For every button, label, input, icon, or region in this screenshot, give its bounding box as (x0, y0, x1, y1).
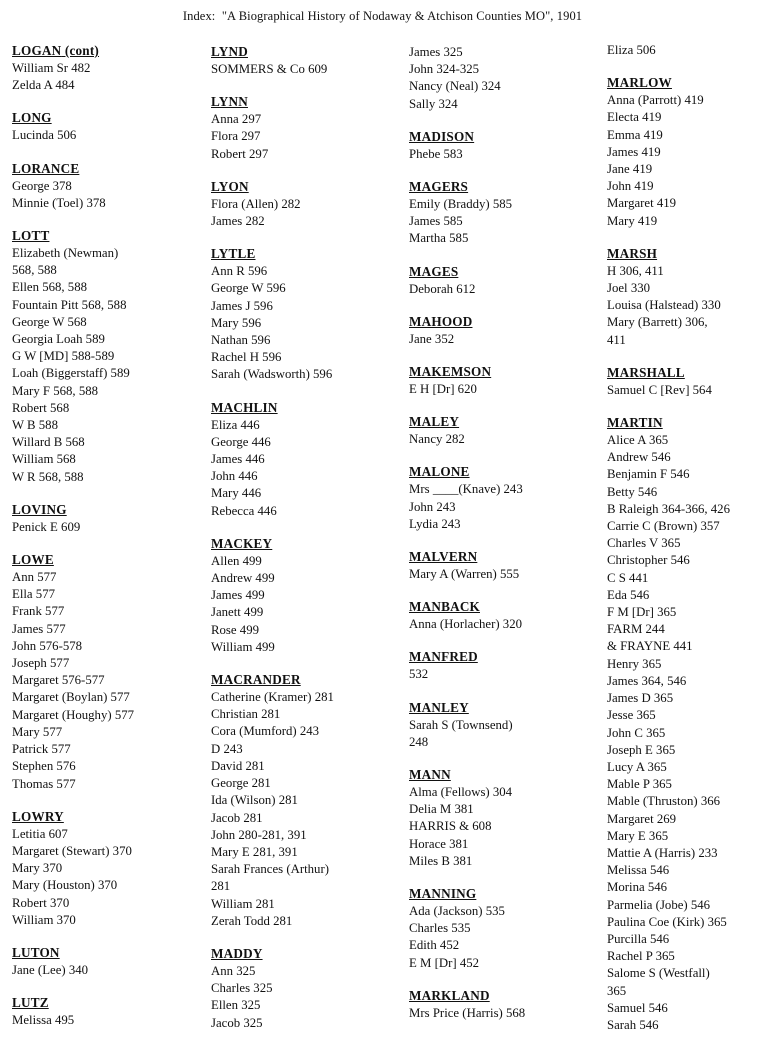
index-entry: Jane (Lee) 340 (12, 962, 89, 977)
surname-label: LOWRY (12, 808, 64, 824)
index-entry: Willard B 568 (12, 435, 85, 450)
index-entry: Catherine (Kramer) 281 (211, 690, 334, 705)
index-entry: Alice A 365 (607, 433, 669, 448)
index-entry: Henry 365 (607, 656, 662, 671)
index-entry: Penick E 609 (12, 519, 81, 534)
index-entry: John 324-325 (409, 62, 480, 77)
surname-group (12, 109, 202, 144)
index-entry: Samuel 546 (607, 1000, 668, 1015)
index-column-4 (607, 42, 763, 1049)
index-entry: Louisa (Halstead) 330 (607, 298, 721, 313)
index-entry: Flora (Allen) 282 (211, 196, 301, 211)
surname-heading (607, 74, 763, 92)
surname-heading (12, 42, 202, 60)
index-entry: Betty 546 (607, 484, 658, 499)
index-entry: Mattie A (Harris) 233 (607, 845, 718, 860)
index-entry: 411 (607, 332, 626, 347)
index-entry: Zerah Todd 281 (211, 913, 293, 928)
surname-group (211, 245, 401, 383)
index-entry: H 306, 411 (607, 263, 664, 278)
index-entry: Charles V 365 (607, 536, 681, 551)
index-entry: Ellen 325 (211, 998, 261, 1013)
surname-label: MANN (409, 767, 451, 783)
surname-label: LYON (211, 178, 249, 194)
surname-group (211, 671, 401, 930)
index-entry: James 364, 546 (607, 673, 687, 688)
index-entry: Christopher 546 (607, 553, 690, 568)
index-entry: Mary E 281, 391 (211, 844, 298, 859)
surname-label: MARKLAND (409, 987, 490, 1003)
index-entry: George W 596 (211, 281, 286, 296)
surname-heading (211, 245, 401, 263)
surname-label: MADDY (211, 945, 263, 961)
surname-group (211, 43, 401, 78)
index-entry: Mary 446 (211, 486, 262, 501)
index-entry: William 370 (12, 912, 76, 927)
index-entry: E H [Dr] 620 (409, 382, 477, 397)
surname-label: MALEY (409, 414, 460, 430)
surname-heading (607, 364, 763, 382)
index-entry: W R 568, 588 (12, 469, 84, 484)
surname-heading (12, 994, 202, 1012)
index-entry: Georgia Loah 589 (12, 332, 105, 347)
surname-group (409, 44, 599, 113)
index-entry: Sarah Frances (Arthur) (211, 862, 329, 877)
surname-label: MANFRED (409, 649, 478, 665)
index-entry: Ann R 596 (211, 264, 268, 279)
surname-label: LUTZ (12, 995, 49, 1011)
index-entry: Parmelia (Jobe) 546 (607, 897, 711, 912)
index-entry: W B 588 (12, 418, 58, 433)
index-entry: Patrick 577 (12, 742, 71, 757)
index-entry: 248 (409, 734, 429, 749)
index-entry: Horace 381 (409, 836, 469, 851)
index-entry: Mary F 568, 588 (12, 383, 99, 398)
surname-group (409, 598, 599, 633)
index-entry: Robert 568 (12, 400, 70, 415)
index-entry: Sarah S (Townsend) (409, 717, 513, 732)
surname-heading (211, 671, 401, 689)
index-column-1 (12, 42, 202, 1044)
index-entry: Mary 577 (12, 724, 63, 739)
index-entry: Sarah 546 (607, 1017, 659, 1032)
index-entry: Robert 297 (211, 146, 269, 161)
index-entry: Sarah (Wadsworth) 596 (211, 367, 333, 382)
surname-group (409, 548, 599, 583)
index-entry: James 419 (607, 144, 661, 159)
index-entry: Jane 419 (607, 162, 653, 177)
surname-label: LUTON (12, 944, 60, 960)
index-entry: George 281 (211, 776, 271, 791)
index-entry: D 243 (211, 741, 243, 756)
index-entry: Mary E 365 (607, 828, 669, 843)
surname-heading (12, 227, 202, 245)
index-entry: Melissa 495 (12, 1013, 75, 1028)
surname-label: MALVERN (409, 549, 478, 565)
surname-group (12, 42, 202, 94)
index-entry: David 281 (211, 758, 265, 773)
index-entry: Nancy 282 (409, 432, 465, 447)
index-entry: Samuel C [Rev] 564 (607, 382, 712, 397)
index-entry: Janett 499 (211, 605, 264, 620)
index-entry: Ada (Jackson) 535 (409, 904, 505, 919)
surname-group (409, 766, 599, 870)
index-entry: Margaret (Houghy) 577 (12, 707, 135, 722)
index-entry: 532 (409, 667, 429, 682)
surname-heading (211, 945, 401, 963)
surname-label: LOWE (12, 552, 54, 568)
index-entry: William 568 (12, 452, 76, 467)
index-entry: Eliza 446 (211, 417, 260, 432)
surname-heading (409, 598, 599, 616)
surname-group (211, 93, 401, 163)
surname-label: MANBACK (409, 599, 480, 615)
index-entry: Anna (Parrott) 419 (607, 93, 704, 108)
index-entry: Andrew 546 (607, 450, 671, 465)
index-entry: Jacob 281 (211, 810, 263, 825)
index-entry: Salome S (Westfall) (607, 966, 710, 981)
index-entry: Rachel P 365 (607, 949, 675, 964)
index-entry: Stephen 576 (12, 759, 76, 774)
surname-group (211, 178, 401, 230)
index-entry: Emily (Braddy) 585 (409, 197, 513, 212)
index-entry: Edith 452 (409, 938, 460, 953)
surname-label: MARLOW (607, 75, 672, 91)
surname-label: MANNING (409, 886, 477, 902)
index-entry: Mary (Houston) 370 (12, 878, 118, 893)
index-entry: Joseph E 365 (607, 742, 676, 757)
index-entry: Jacob 325 (211, 1015, 263, 1030)
index-entry: John 446 (211, 469, 258, 484)
surname-group (607, 414, 763, 1034)
surname-heading (409, 363, 599, 381)
index-entry: Rebecca 446 (211, 503, 277, 518)
surname-heading (409, 463, 599, 481)
surname-heading (409, 766, 599, 784)
index-entry: George 446 (211, 434, 271, 449)
surname-heading (211, 399, 401, 417)
index-entry: Ellen 568, 588 (12, 280, 87, 295)
surname-heading (409, 648, 599, 666)
surname-group (12, 808, 202, 929)
surname-label: LOVING (12, 501, 67, 517)
index-entry: Elizabeth (Newman) (12, 246, 119, 261)
index-entry: Margaret (Boylan) 577 (12, 690, 130, 705)
surname-heading (12, 944, 202, 962)
index-entry: Sally 324 (409, 96, 458, 111)
index-entry: Emma 419 (607, 127, 663, 142)
index-entry: Ann 577 (12, 570, 57, 585)
surname-group (409, 313, 599, 348)
index-entry: Mable (Thruston) 366 (607, 794, 721, 809)
index-entry: William Sr 482 (12, 61, 91, 75)
page-title: Index: "A Biographical History of Nodaway & Atchison Counties MO", 1901 (182, 9, 583, 23)
surname-group (607, 245, 763, 349)
index-entry: Flora 297 (211, 129, 261, 144)
surname-label: MAGES (409, 263, 459, 279)
index-entry: C S 441 (607, 570, 649, 585)
surname-group (607, 42, 763, 59)
index-entry: Robert 370 (12, 895, 70, 910)
index-entry: Joseph 577 (12, 656, 70, 671)
surname-heading (12, 808, 202, 826)
surname-heading (12, 551, 202, 569)
surname-heading (211, 43, 401, 61)
surname-label: MALONE (409, 464, 470, 480)
index-entry: Margaret 419 (607, 196, 677, 211)
index-column-2 (211, 43, 401, 1047)
surname-group (409, 178, 599, 248)
index-entry: Lydia 243 (409, 516, 461, 531)
index-entry: Rachel H 596 (211, 350, 282, 365)
surname-label: MARSH (607, 245, 658, 261)
index-entry: B Raleigh 364-366, 426 (607, 501, 730, 516)
index-entry: E M [Dr] 452 (409, 955, 480, 970)
surname-heading (409, 548, 599, 566)
index-entry: George 378 (12, 178, 72, 193)
index-entry: James 499 (211, 588, 265, 603)
index-entry: Ann 325 (211, 963, 256, 978)
index-entry: FARM 244 (607, 622, 665, 637)
index-entry: HARRIS & 608 (409, 819, 492, 834)
index-entry: James J 596 (211, 298, 273, 313)
index-entry: Margaret 269 (607, 811, 677, 826)
surname-group (211, 945, 401, 1032)
surname-label: LYND (211, 44, 248, 59)
index-entry: Margaret 576-577 (12, 673, 105, 688)
index-entry: William 499 (211, 639, 275, 654)
index-entry: Nathan 596 (211, 333, 271, 348)
surname-label: LYTLE (211, 246, 256, 262)
surname-label: MARSHALL (607, 364, 685, 380)
surname-group (409, 987, 599, 1022)
index-entry: & FRAYNE 441 (607, 639, 693, 654)
index-entry: 365 (607, 983, 627, 998)
index-columns (0, 42, 765, 1047)
index-entry: Eliza 506 (607, 43, 656, 57)
surname-group (12, 227, 202, 486)
surname-group (12, 944, 202, 979)
surname-group (12, 994, 202, 1029)
index-entry: Thomas 577 (12, 776, 76, 791)
index-entry: Zelda A 484 (12, 78, 75, 93)
index-column-3 (409, 44, 599, 1037)
index-entry: Mary 596 (211, 315, 262, 330)
index-entry: James 325 (409, 45, 463, 59)
surname-group (12, 501, 202, 536)
surname-label: MAGERS (409, 179, 469, 195)
index-entry: Ida (Wilson) 281 (211, 793, 298, 808)
index-entry: Rose 499 (211, 622, 259, 637)
surname-group (409, 885, 599, 972)
surname-heading (12, 501, 202, 519)
surname-heading (409, 885, 599, 903)
index-entry: Anna 297 (211, 112, 262, 127)
surname-group (211, 399, 401, 520)
surname-group (12, 551, 202, 793)
index-entry: Mable P 365 (607, 777, 672, 792)
surname-heading (409, 987, 599, 1005)
surname-label: MAKEMSON (409, 364, 492, 380)
surname-label: MARTIN (607, 415, 663, 431)
surname-heading (607, 414, 763, 432)
surname-group (409, 263, 599, 298)
surname-group (409, 648, 599, 683)
surname-heading (12, 109, 202, 127)
index-entry: Frank 577 (12, 604, 65, 619)
index-entry: Jesse 365 (607, 708, 656, 723)
index-entry: Delia M 381 (409, 802, 474, 817)
index-entry: Alma (Fellows) 304 (409, 785, 513, 800)
index-entry: Paulina Coe (Kirk) 365 (607, 914, 727, 929)
index-entry: Electa 419 (607, 110, 662, 125)
index-entry: Jane 352 (409, 331, 455, 346)
surname-heading (211, 535, 401, 553)
index-entry: Mary A (Warren) 555 (409, 567, 520, 582)
index-entry: Charles 535 (409, 921, 471, 936)
index-entry: James 446 (211, 452, 265, 467)
surname-group (12, 160, 202, 212)
surname-heading (607, 245, 763, 263)
index-entry: James D 365 (607, 691, 674, 706)
index-entry: John 576-578 (12, 638, 83, 653)
index-entry: Fountain Pitt 568, 588 (12, 297, 127, 312)
surname-label: MACKEY (211, 535, 273, 551)
surname-heading (409, 263, 599, 281)
index-entry: Minnie (Toel) 378 (12, 195, 106, 210)
surname-label: LOGAN (12, 43, 62, 58)
index-entry: Anna (Horlacher) 320 (409, 617, 522, 632)
index-entry: Lucinda 506 (12, 128, 77, 143)
surname-heading (211, 178, 401, 196)
index-entry: G W [MD] 588-589 (12, 349, 115, 364)
surname-group (607, 74, 763, 230)
index-entry: Ella 577 (12, 587, 56, 602)
index-entry: Purcilla 546 (607, 931, 670, 946)
index-entry: Charles 325 (211, 981, 273, 996)
surname-group (409, 128, 599, 163)
surname-heading (409, 313, 599, 331)
index-entry: SOMMERS & Co 609 (211, 62, 328, 76)
surname-label: MADISON (409, 128, 475, 144)
surname-group (607, 364, 763, 399)
index-entry: F M [Dr] 365 (607, 605, 677, 620)
index-entry: Letitia 607 (12, 826, 68, 841)
surname-label: MACRANDER (211, 672, 301, 688)
index-entry: Mrs ____(Knave) 243 (409, 482, 523, 497)
index-entry: Deborah 612 (409, 281, 476, 296)
surname-suffix: (cont) (61, 43, 100, 58)
index-entry: John 419 (607, 179, 654, 194)
surname-label: LOTT (12, 228, 50, 244)
index-entry: Joel 330 (607, 281, 651, 296)
surname-label: MANLEY (409, 699, 469, 715)
index-entry: James 282 (211, 214, 265, 229)
index-entry: Phebe 583 (409, 146, 463, 161)
surname-heading (409, 178, 599, 196)
surname-label: LONG (12, 110, 52, 126)
index-entry: Cora (Mumford) 243 (211, 724, 320, 739)
surname-heading (409, 413, 599, 431)
surname-group (409, 413, 599, 448)
index-entry: Allen 499 (211, 553, 262, 568)
index-entry: Melissa 546 (607, 863, 670, 878)
surname-label: MACHLIN (211, 399, 278, 415)
index-entry: Loah (Biggerstaff) 589 (12, 366, 130, 381)
index-entry: John C 365 (607, 725, 666, 740)
index-entry: Eda 546 (607, 587, 650, 602)
index-entry: John 243 (409, 499, 456, 514)
index-entry: James 585 (409, 214, 463, 229)
index-entry: Mrs Price (Harris) 568 (409, 1005, 526, 1020)
index-entry: Andrew 499 (211, 571, 275, 586)
index-entry: 281 (211, 879, 231, 894)
index-entry: Lucy A 365 (607, 759, 667, 774)
index-entry: Margaret (Stewart) 370 (12, 843, 132, 858)
index-entry: Miles B 381 (409, 853, 473, 868)
index-entry: Benjamin F 546 (607, 467, 690, 482)
index-entry: Nancy (Neal) 324 (409, 79, 501, 94)
surname-label: MAHOOD (409, 313, 473, 329)
index-entry: George W 568 (12, 314, 87, 329)
index-entry: Christian 281 (211, 707, 281, 722)
index-entry: John 280-281, 391 (211, 827, 307, 842)
surname-group (409, 363, 599, 398)
index-entry: Martha 585 (409, 231, 469, 246)
surname-heading (409, 128, 599, 146)
index-entry: Mary 419 (607, 213, 658, 228)
index-entry: Morina 546 (607, 880, 668, 895)
surname-heading (409, 699, 599, 717)
index-entry: Carrie C (Brown) 357 (607, 519, 720, 534)
index-entry: William 281 (211, 896, 275, 911)
index-entry: Mary (Barrett) 306, (607, 315, 708, 330)
index-entry: James 577 (12, 621, 66, 636)
index-entry: 568, 588 (12, 263, 57, 278)
surname-label: LYNN (211, 94, 248, 110)
surname-group (409, 699, 599, 751)
surname-group (211, 535, 401, 656)
index-entry: Mary 370 (12, 861, 63, 876)
surname-group (409, 463, 599, 533)
surname-heading (12, 160, 202, 178)
surname-heading (211, 93, 401, 111)
surname-label: LORANCE (12, 160, 80, 176)
